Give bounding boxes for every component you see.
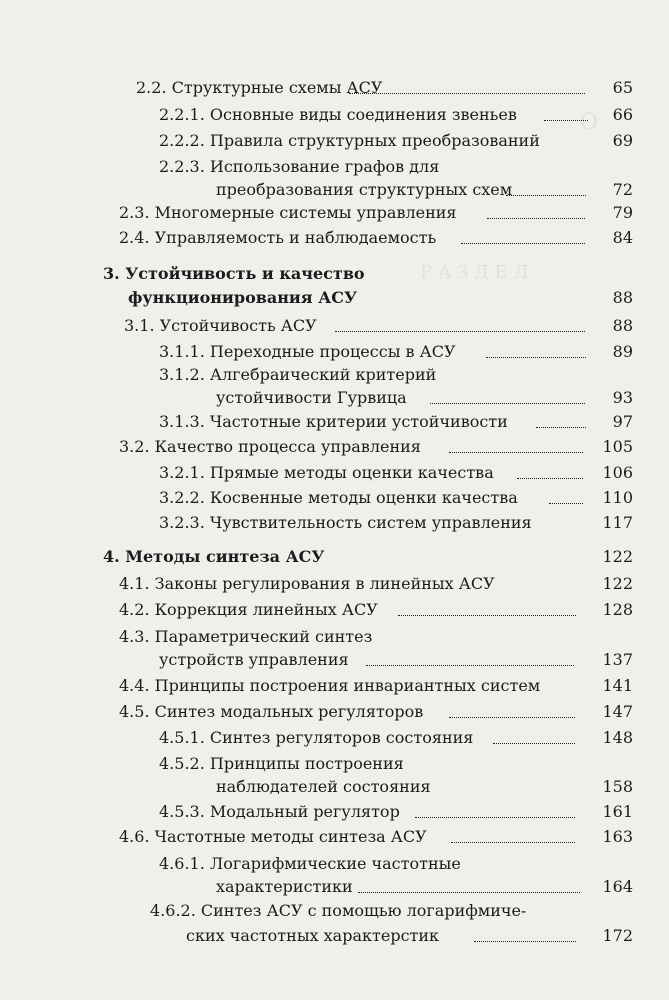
toc-entry[interactable] <box>0 461 669 485</box>
toc-page-number: 137 <box>602 650 633 669</box>
toc-page-number: 148 <box>602 728 633 747</box>
toc-entry[interactable] <box>0 435 669 459</box>
toc-entry[interactable] <box>0 76 669 100</box>
toc-entry[interactable] <box>0 674 669 698</box>
toc-entry-title: 3.1.2. Алгебраический критерий <box>159 365 437 384</box>
toc-entry-title: 3.2.2. Косвенные методы оценки качества <box>159 488 518 507</box>
toc-entry[interactable] <box>0 486 669 510</box>
toc-entry-title: устройств управления <box>159 650 349 669</box>
toc-page-number: 163 <box>602 827 633 846</box>
toc-entry[interactable] <box>0 875 669 899</box>
toc-entry[interactable] <box>0 752 669 776</box>
toc-page-number: 93 <box>612 388 633 407</box>
dot-leader <box>493 743 575 744</box>
toc-entry-title: 4.6.1. Логарифмические частотные <box>159 854 461 873</box>
toc-chapter[interactable] <box>0 262 669 286</box>
toc-entry[interactable] <box>0 648 669 672</box>
toc-entry-title: преобразования структурных схем <box>216 180 513 199</box>
toc-entry-title: наблюдателей состояния <box>216 777 431 796</box>
toc-entry[interactable] <box>0 825 669 849</box>
toc-entry-title: 4.2. Коррекция линейных АСУ <box>119 600 378 619</box>
toc-page-number: 69 <box>612 131 633 150</box>
dot-leader <box>449 452 583 453</box>
toc-chapter[interactable] <box>0 286 669 310</box>
toc-entry-title: характеристики <box>216 877 353 896</box>
toc-chapter[interactable] <box>0 545 669 569</box>
toc-entry-title: 3.2. Качество процесса управления <box>119 437 421 456</box>
toc-page-number: 66 <box>612 105 633 124</box>
toc-entry-title: 4.1. Законы регулирования в линейных АСУ <box>119 574 495 593</box>
toc-page-number: 84 <box>612 228 633 247</box>
dot-leader <box>349 93 585 94</box>
toc-entry-title: 2.3. Многомерные системы управления <box>119 203 457 222</box>
toc-entry[interactable] <box>0 726 669 750</box>
toc-entry[interactable] <box>0 924 669 948</box>
toc-entry[interactable] <box>0 201 669 225</box>
toc-entry[interactable] <box>0 363 669 387</box>
dot-leader <box>461 243 585 244</box>
toc-entry[interactable] <box>0 178 669 202</box>
dot-leader <box>335 331 585 332</box>
toc-entry[interactable] <box>0 103 669 127</box>
toc-entry-title: 4.4. Принципы построения инвариантных систем <box>119 676 541 695</box>
toc-entry-title: 4.3. Параметрический синтез <box>119 627 373 646</box>
toc-page-number: 147 <box>602 702 633 721</box>
toc-entry-title: 3.2.3. Чувствительность систем управления <box>159 513 532 532</box>
toc-entry-title: устойчивости Гурвица <box>216 388 407 407</box>
toc-entry-title: 2.2.2. Правила структурных преобразований <box>159 131 540 150</box>
toc-entry-title: 2.2.1. Основные виды соединения звеньев <box>159 105 517 124</box>
toc-entry-title: 4.5.1. Синтез регуляторов состояния <box>159 728 474 747</box>
toc-entry-title: 4.5. Синтез модальных регуляторов <box>119 702 424 721</box>
toc-entry-title: 3.1.1. Переходные процессы в АСУ <box>159 342 456 361</box>
dot-leader <box>398 615 576 616</box>
toc-page-number: 117 <box>602 513 633 532</box>
toc-entry[interactable] <box>0 899 669 923</box>
toc-entry[interactable] <box>0 314 669 338</box>
toc-entry-title: 3.1. Устойчивость АСУ <box>124 316 317 335</box>
toc-entry[interactable] <box>0 129 669 153</box>
toc-entry-title: 4.5.3. Модальный регулятор <box>159 802 400 821</box>
dot-leader <box>487 218 585 219</box>
dot-leader <box>430 403 585 404</box>
toc-page-number: 110 <box>602 488 633 507</box>
toc-entry-title: ских частотных характерстик <box>186 926 440 945</box>
toc-page-number: 128 <box>602 600 633 619</box>
toc-entry-title: 4.6.2. Синтез АСУ с помощью логарифмиче- <box>150 901 527 920</box>
toc-page-number: 141 <box>602 676 633 695</box>
toc-entry-title: 2.4. Управляемость и наблюдаемость <box>119 228 437 247</box>
dot-leader <box>486 357 586 358</box>
toc-page-number: 161 <box>602 802 633 821</box>
toc-page-number: 79 <box>612 203 633 222</box>
toc-chapter-title: 4. Методы синтеза АСУ <box>103 547 325 566</box>
toc-entry[interactable] <box>0 800 669 824</box>
toc-entry[interactable] <box>0 340 669 364</box>
toc-page-number: 89 <box>612 342 633 361</box>
dot-leader <box>451 842 575 843</box>
toc-entry-title: 4.6. Частотные методы синтеза АСУ <box>119 827 427 846</box>
toc-entry[interactable] <box>0 598 669 622</box>
toc-entry-title: 2.2.3. Использование графов для <box>159 157 440 176</box>
toc-page-number: 158 <box>602 777 633 796</box>
toc-entry[interactable] <box>0 410 669 434</box>
toc-page-number: 97 <box>612 412 633 431</box>
bleed-through-text: О <box>580 110 599 135</box>
toc-entry-title: 4.5.2. Принципы построения <box>159 754 404 773</box>
dot-leader <box>415 817 575 818</box>
toc-entry[interactable] <box>0 572 669 596</box>
toc-page-number: 72 <box>612 180 633 199</box>
toc-entry[interactable] <box>0 775 669 799</box>
toc-page-number: 65 <box>612 78 633 97</box>
toc-page-number: 88 <box>612 316 633 335</box>
dot-leader <box>366 665 574 666</box>
dot-leader <box>449 717 575 718</box>
toc-entry[interactable] <box>0 226 669 250</box>
toc-page-number: 122 <box>602 547 633 566</box>
toc-entry[interactable] <box>0 700 669 724</box>
toc-entry[interactable] <box>0 625 669 649</box>
toc-entry[interactable] <box>0 155 669 179</box>
toc-page-number: 172 <box>602 926 633 945</box>
toc-chapter-title: 3. Устойчивость и качество <box>103 264 365 283</box>
toc-page-number: 105 <box>602 437 633 456</box>
toc-page-number: 106 <box>602 463 633 482</box>
toc-entry[interactable] <box>0 386 669 410</box>
dot-leader <box>474 941 576 942</box>
toc-chapter-title: функционирования АСУ <box>128 288 357 307</box>
toc-entry-title: 2.2. Структурные схемы АСУ <box>136 78 383 97</box>
toc-page-number: 122 <box>602 574 633 593</box>
bleed-through-text: Р А З Д Е Л <box>420 262 529 283</box>
toc-entry-title: 3.1.3. Частотные критерии устойчивости <box>159 412 508 431</box>
dot-leader <box>358 892 580 893</box>
toc-page-number: 164 <box>602 877 633 896</box>
toc-page-number: 88 <box>612 288 633 307</box>
toc-entry-title: 3.2.1. Прямые методы оценки качества <box>159 463 494 482</box>
toc-entry[interactable] <box>0 511 669 535</box>
toc-entry[interactable] <box>0 852 669 876</box>
